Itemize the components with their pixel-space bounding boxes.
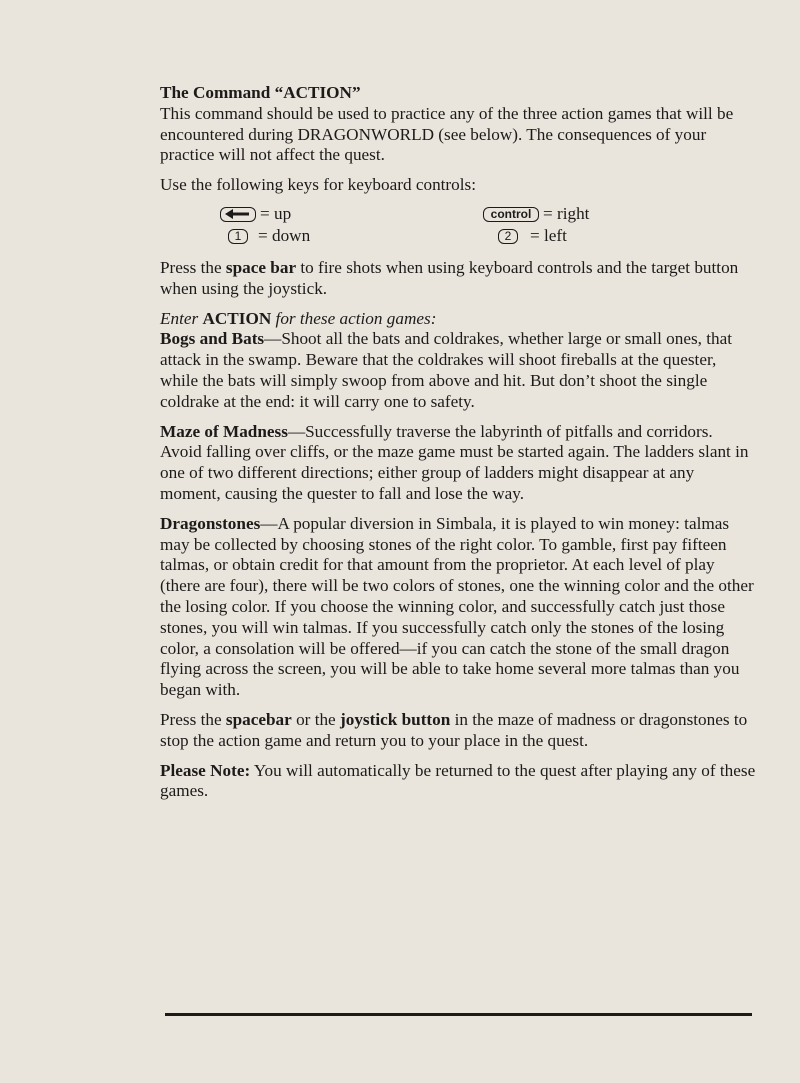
stop-key-joystick: joystick button xyxy=(340,709,451,729)
enter-command: ACTION xyxy=(202,308,272,328)
key-controls xyxy=(160,202,756,246)
stop-pre: Press the xyxy=(160,709,226,729)
key-control-icon: control xyxy=(483,207,539,222)
note-label: Please Note: xyxy=(160,760,251,780)
key-up xyxy=(220,204,291,225)
key-two-icon: 2 xyxy=(498,229,518,244)
game-bogs-and-bats xyxy=(160,329,756,412)
key-right-label: = right xyxy=(543,204,590,224)
game-dragonstones xyxy=(160,514,756,701)
stop-paragraph xyxy=(160,710,756,752)
enter-action-line xyxy=(160,309,756,330)
intro-paragraph: This command should be used to practice any of the three action games that will be encountered during DRAGONWORLD (see below). The consequences of your practice will not affect the quest. xyxy=(160,103,734,165)
page-content xyxy=(160,83,756,802)
stop-key-spacebar: spacebar xyxy=(225,709,292,729)
key-down xyxy=(228,226,310,247)
game-title: Dragonstones xyxy=(160,513,261,533)
game-title: Bogs and Bats xyxy=(160,329,265,349)
left-arrow-key-icon xyxy=(220,207,256,222)
key-right xyxy=(483,204,589,225)
key-down-label: = down xyxy=(258,226,311,246)
key-left xyxy=(498,226,567,247)
key-left-label: = left xyxy=(530,226,567,246)
stop-post: in the maze of madness or dragonstones to stop the action game and return you to your place in the quest. xyxy=(160,709,748,750)
fire-pre: Press the xyxy=(160,257,226,277)
stop-mid: or the xyxy=(291,709,340,729)
fire-key: space bar xyxy=(225,257,297,277)
game-description: —Shoot all the bats and coldrakes, whether large or small ones, that attack in the swamp. Beware that the coldrakes will shoot fireballs at the quester, while the bats will simply swoop from above and hit. But don’t shoot the single coldrake at the end: it will carry one to safety. xyxy=(160,329,733,411)
arrow-glyph-icon xyxy=(225,209,251,219)
key-one-icon: 1 xyxy=(228,229,248,244)
game-maze-of-madness xyxy=(160,422,756,505)
note-text: You will automatically be returned to the quest after playing any of these games. xyxy=(160,760,756,801)
bottom-divider xyxy=(165,1013,752,1016)
fire-paragraph xyxy=(160,258,756,300)
fire-post: to fire shots when using keyboard controls and the target button when using the joystick. xyxy=(160,257,739,298)
keys-intro: Use the following keys for keyboard controls: xyxy=(160,175,476,195)
note-paragraph xyxy=(160,761,756,803)
game-title: Maze of Madness xyxy=(160,421,288,441)
game-description: —A popular diversion in Simbala, it is played to win money: talmas may be collected by choosing stones of the right color. To gamble, first pay fifteen talmas, or obtain credit for that amount from the proprietor. At each level of play (there are four), there will be two colors of stones, one the winning color and the other the losing color. If you choose the winning color, and successfully catch just those stones, you will win talmas. If you successfully catch only the stones of the losing color, a consolation will be offered—if you can catch the stone of the small dragon flying across the screen, you will be able to take home several more talmas than you began with. xyxy=(160,513,754,700)
section-heading: The Command “ACTION” xyxy=(160,83,361,102)
enter-pre: Enter xyxy=(160,308,203,328)
key-up-label: = up xyxy=(260,204,292,224)
game-description: —Successfully traverse the labyrinth of pitfalls and corridors. Avoid falling over cliffs, or the maze game must be started again. The ladders slant in one of two different directions; either group of ladders might disappear at any moment, causing the quester to fall and lose the way. xyxy=(160,421,749,503)
enter-post: for these action games: xyxy=(271,308,437,328)
